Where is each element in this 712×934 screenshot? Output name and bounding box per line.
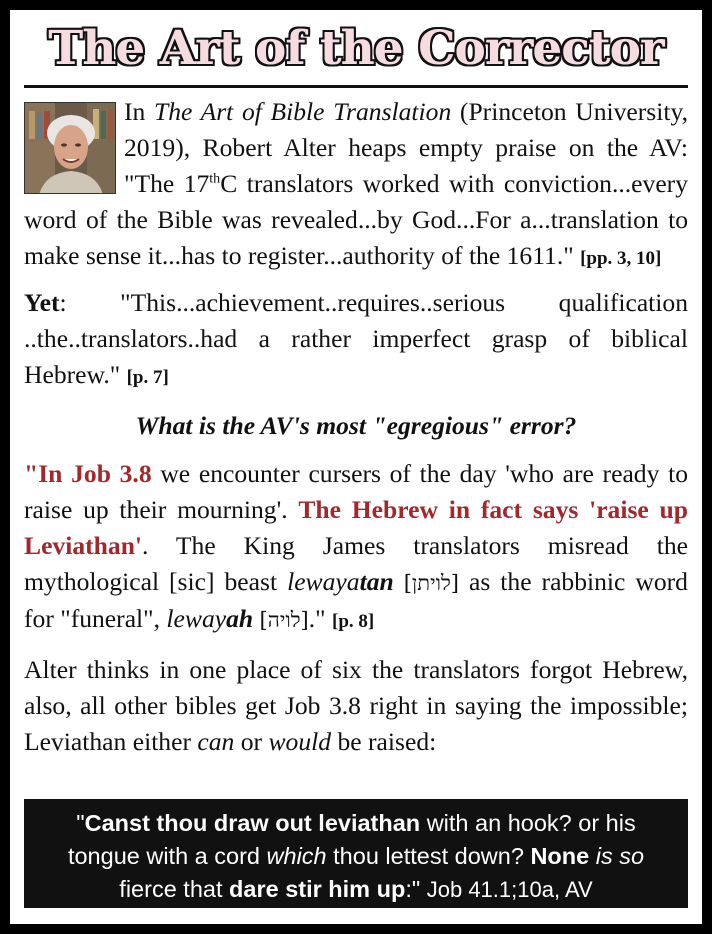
page-citation: [p. 7] <box>126 367 169 388</box>
article-body <box>24 94 688 760</box>
title-divider <box>24 85 688 88</box>
highlight-reference: In Job 3.8 <box>38 459 152 488</box>
scripture-reference: Job 41.1;10a, AV <box>426 877 593 902</box>
scripture-quote-box: "Canst thou draw out leviathan with an hook? or his tongue with a cord which thou lettest down? None is so fierce that dare stir him up:" Job 41.1;10a, AV <box>24 799 688 908</box>
paragraph-job-quote: "In Job 3.8 we encounter cursers of the day 'who are ready to raise up their mourning'. The Hebrew in fact says 'raise up Leviathan'. The King James translators misread the mythological [sic] beast lewayatan [לויתן] as the rabbinic word for "funeral", lewayah [לויה]." [p. 8] <box>24 459 689 633</box>
page-citation: [p. 8] <box>332 611 375 632</box>
paragraph-intro: In The Art of Bible Translation (Princeton University, 2019), Robert Alter heaps empty praise on the AV: "The 17thC translators worked with conviction...every word of the Bible was revealed...by God...For a...translation to make sense it...has to register...authority of the 1611." [pp. 3, 10] <box>24 97 689 270</box>
paragraph-yet: Yet: "This...achievement..requires..serious qualification ..the..translators..had a rather imperfect grasp of biblical Hebrew." [p. 7] <box>24 288 688 389</box>
question-heading: What is the AV's most "egregious" error? <box>135 411 577 440</box>
page <box>10 10 702 924</box>
hebrew-word: [לויה] <box>259 608 309 632</box>
page-title: The Art of the Corrector <box>48 21 664 76</box>
page-citation: [pp. 3, 10] <box>580 248 662 269</box>
author-portrait <box>24 102 116 194</box>
paragraph-conclusion: Alter thinks in one place of six the translators forgot Hebrew, also, all other bibles get Job 3.8 right in saying the impossible; Leviathan either can or would be raised: <box>24 655 688 756</box>
hebrew-word: [לויתן] <box>403 571 459 595</box>
highlight-claim: The Hebrew in fact says 'raise up Leviathan' <box>24 495 689 560</box>
